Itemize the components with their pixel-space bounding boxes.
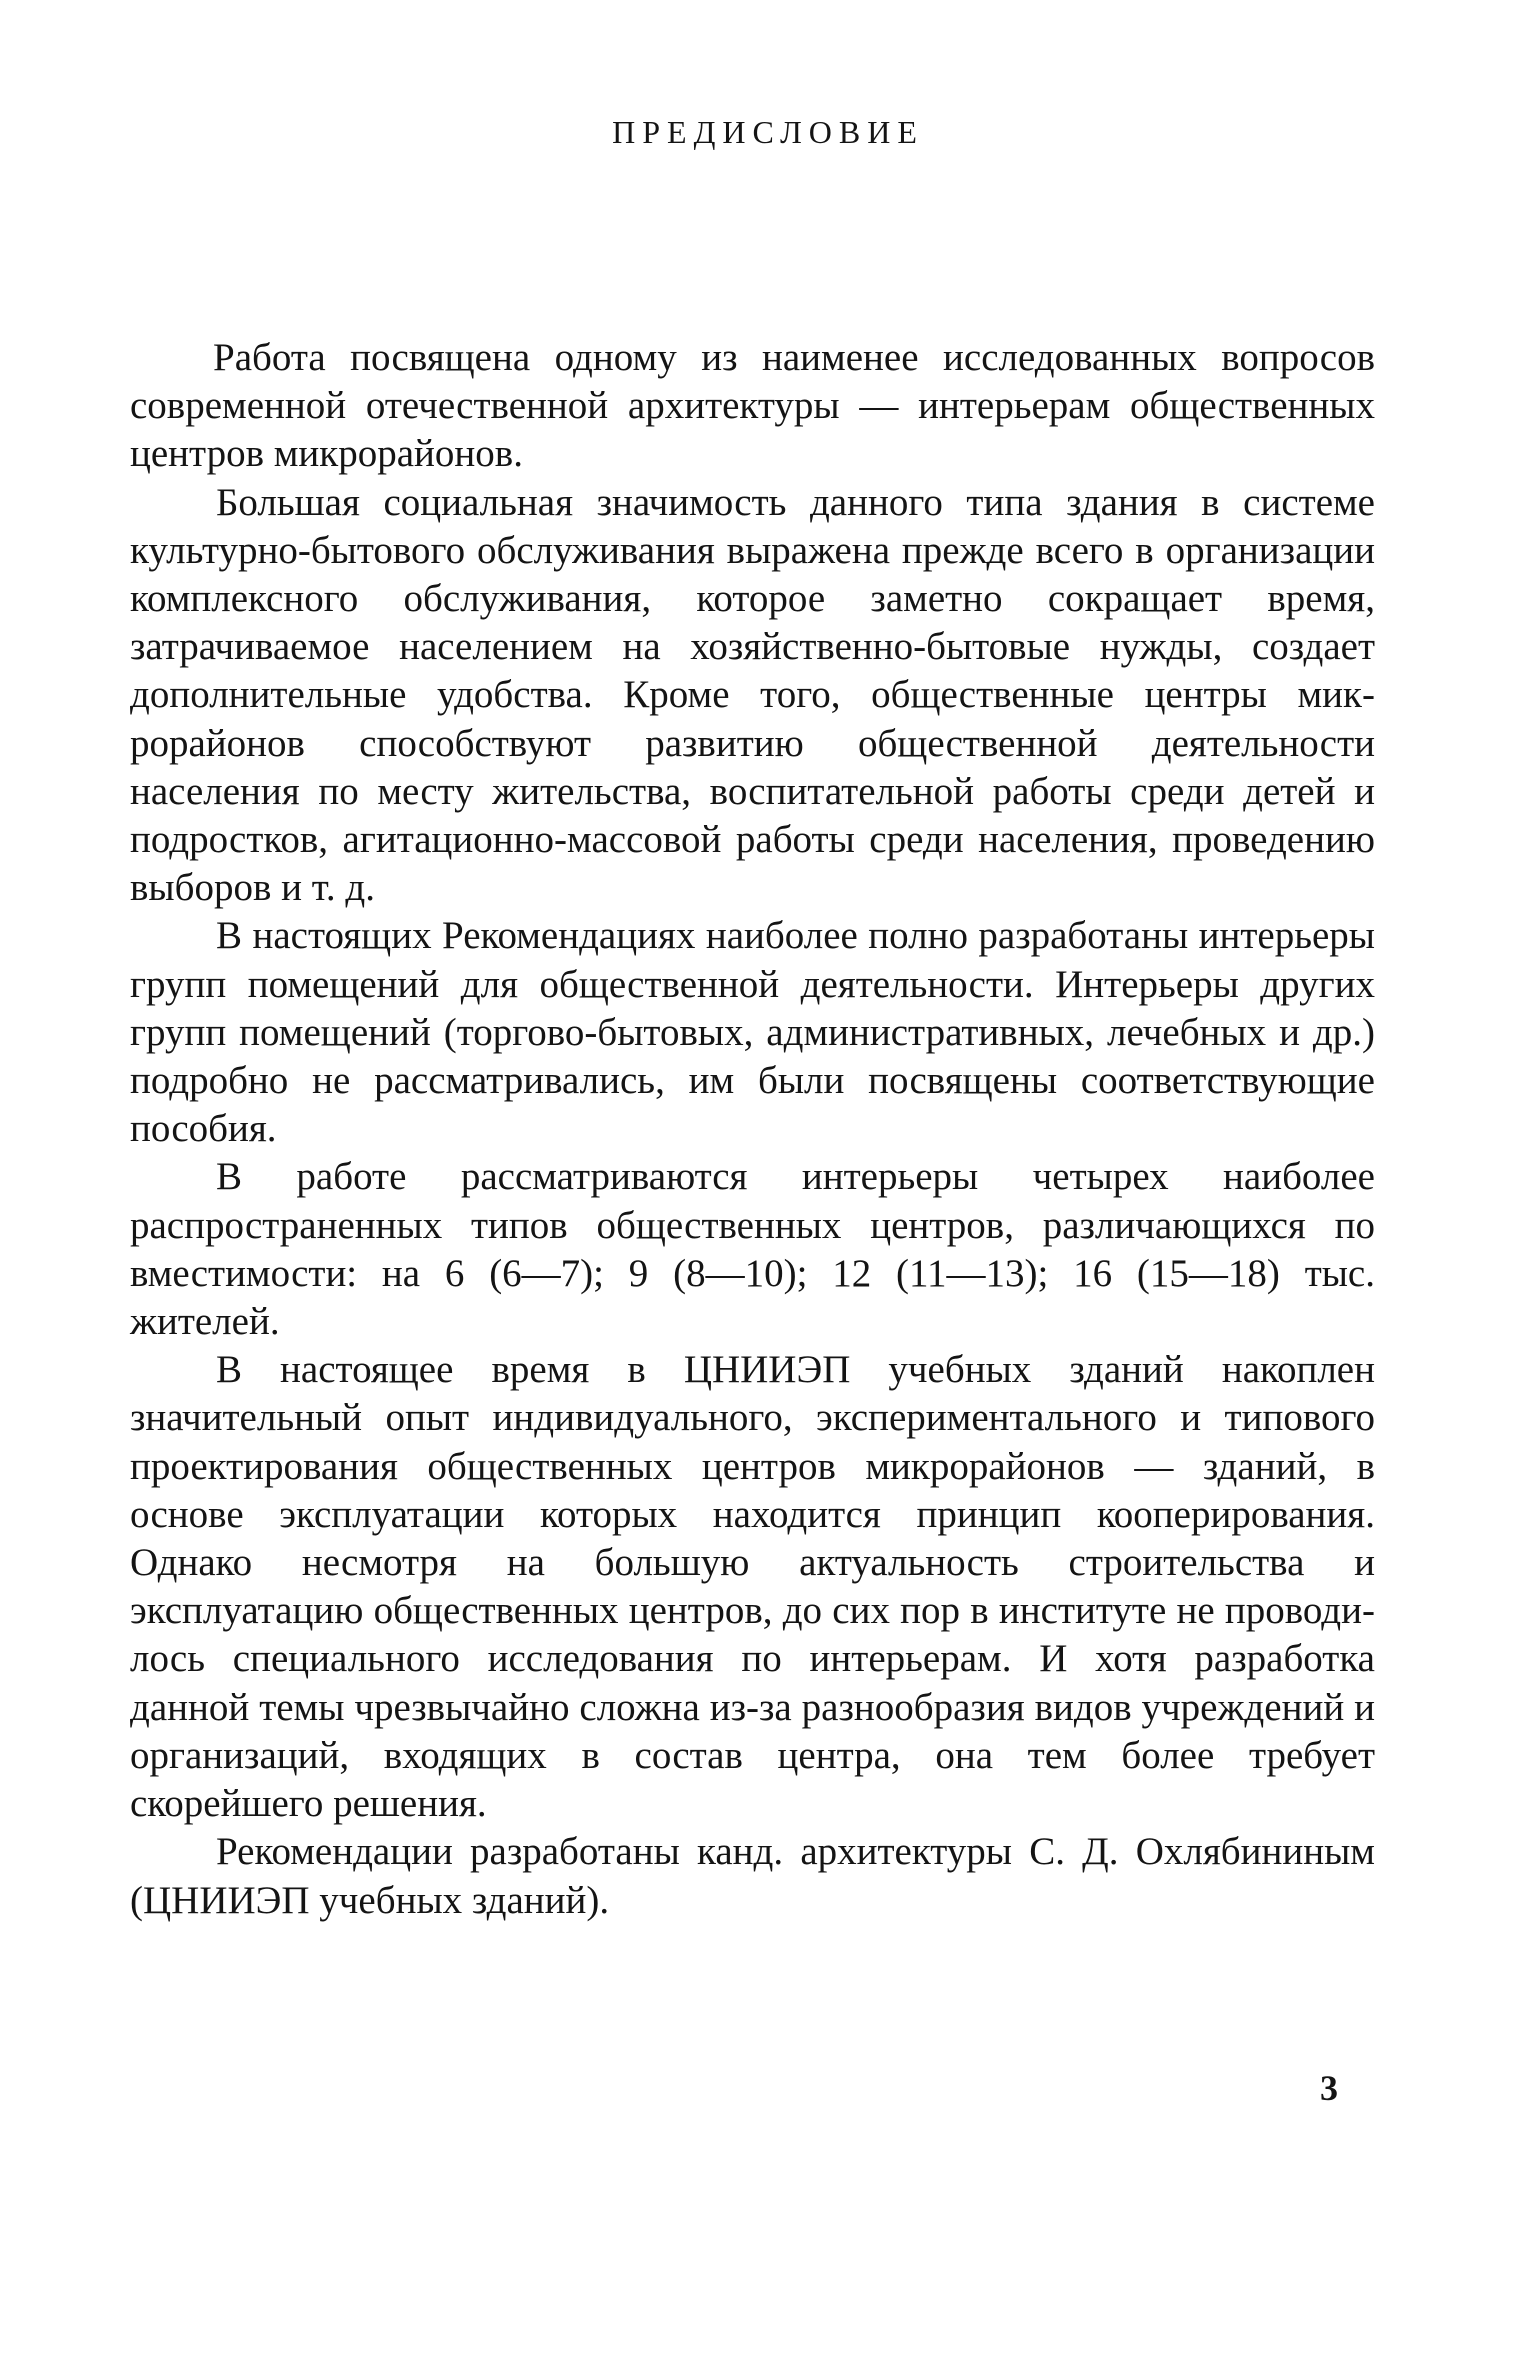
paragraph: Большая социальная значимость данного типа здания в системе культурно-бытового обслуживания выражена прежде всего в организации комплексного обслуживания, которое заметно сокращает время, затрачиваемое населением на хозяйственно-бытовые нужды, создает дополнительные удобства. Кроме того, общественные центры микрорайонов способствуют развитию общественной деятельности населения по месту жительства, воспитательной работы среди детей и подростков, агитационно-массовой работы среди населения, проведению выборов и т. д. bbox=[130, 480, 1375, 910]
paragraph: В настоящих Рекомендациях наиболее полно разработаны интерьеры групп помещений для общественной деятельности. Интерьеры других групп помещений (торгово-бытовых, административных, лечебных и др.) подробно не рассматривались, им были посвящены соответствующие пособия. bbox=[130, 914, 1375, 1151]
paragraph: Рекомендации разработаны канд. архитектуры С. Д. Охлябининым (ЦНИИЭП учебных зданий). bbox=[130, 1830, 1375, 1922]
preface-body bbox=[130, 334, 1375, 1925]
page-number: 3 bbox=[1320, 2068, 1338, 2108]
paragraph: В настоящее время в ЦНИИЭП учебных зданий накоплен значительный опыт индивидуального, экспериментального и типового проектирования общественных центров микрорайонов — зданий, в основе эксплуатации которых находится принцип кооперирования. Однако несмотря на большую актуальность строительства и эксплуатацию общественных центров, до сих пор в институте не проводилось специального исследования по интерьерам. И хотя разработка данной темы чрезвычайно сложна из-за разнообразия видов учреждений и организаций, входящих в состав центра, она тем более требует скорейшего решения. bbox=[130, 1348, 1375, 1826]
paragraph: В работе рассматриваются интерьеры четырех наиболее распространенных типов общественных центров, различающихся по вместимости: на 6 (6—7); 9 (8—10); 12 (11—13); 16 (15—18) тыс. жителей. bbox=[130, 1155, 1375, 1344]
paragraph: Работа посвящена одному из наименее исследованных вопросов современной отечественной архитектуры — интерьерам общественных центров микрорайонов. bbox=[130, 336, 1375, 476]
page-title: ПРЕДИСЛОВИЕ bbox=[612, 114, 924, 150]
